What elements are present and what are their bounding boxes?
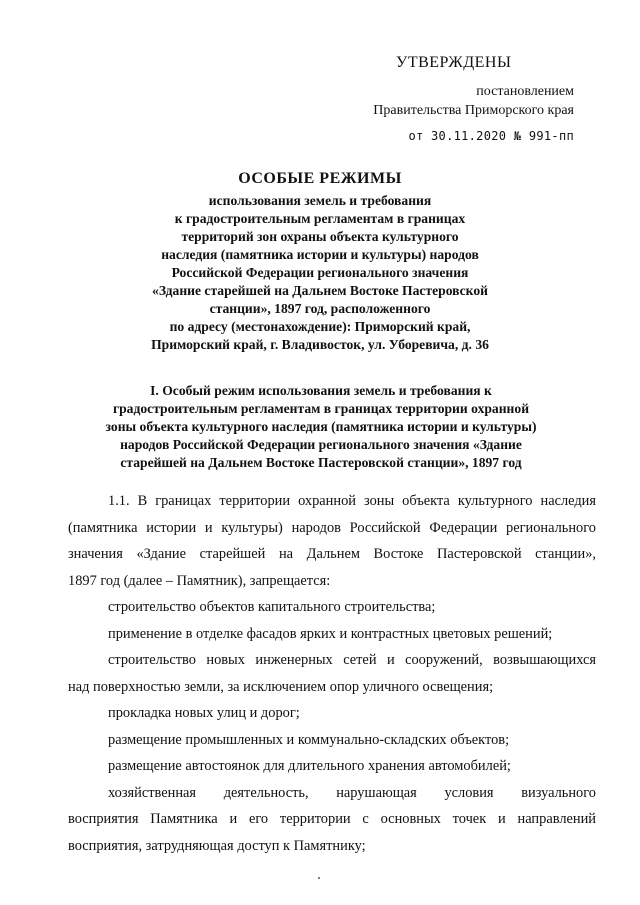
paragraph-line: значения «Здание старейшей на Дальнем Востоке Пастеровской станции»,	[68, 546, 596, 562]
document-title	[150, 170, 490, 354]
section-heading-line: старейшей на Дальнем Востоке Пастеровской станции», 1897 год	[120, 455, 522, 470]
section-heading-line: народов Российской Федерации регионального значения «Здание	[120, 437, 522, 452]
title-line: «Здание старейшей на Дальнем Востоке Пастеровской	[152, 283, 488, 298]
title-line: Российской Федерации регионального значения	[171, 265, 469, 280]
approval-block	[314, 54, 574, 146]
list-item: прокладка новых улиц и дорог;	[108, 705, 300, 721]
title-line: к градостроительным регламентам в границах	[174, 211, 466, 226]
scan-speck	[318, 877, 320, 879]
approval-resolution: постановлением	[476, 84, 574, 99]
title-line: территорий зон охраны объекта культурного	[181, 229, 459, 244]
title-line: Приморский край, г. Владивосток, ул. Уборевича, д. 36	[151, 337, 489, 352]
list-item: размещение автостоянок для длительного хранения автомобилей;	[108, 758, 511, 774]
body-text	[68, 488, 596, 859]
list-item: хозяйственная деятельность, нарушающая условия визуального	[108, 784, 596, 801]
list-item: применение в отделке фасадов ярких и контрастных цветовых решений;	[108, 625, 553, 642]
title-line: наследия (памятника истории и культуры) народов	[161, 247, 479, 262]
list-item-continuation: восприятия, затрудняющая доступ к Памятнику;	[68, 837, 366, 854]
section-heading	[86, 382, 556, 472]
title-line: по адресу (местонахождение): Приморский край,	[169, 319, 471, 334]
list-item: строительство новых инженерных сетей и сооружений, возвышающихся	[108, 652, 596, 668]
title-main: ОСОБЫЕ РЕЖИМЫ	[238, 170, 402, 187]
approval-date-number: от 30.11.2020 № 991-пп	[408, 129, 574, 143]
list-item: размещение промышленных и коммунально-складских объектов;	[108, 731, 510, 748]
section-heading-line: I. Особый режим использования земель и требования к	[150, 383, 492, 398]
title-line: использования земель и требования	[208, 193, 432, 208]
list-item: строительство объектов капитального строительства;	[108, 599, 436, 615]
paragraph-line: 1.1. В границах территории охранной зоны объекта культурного наследия	[108, 493, 596, 509]
section-heading-line: градостроительным регламентам в границах территории охранной	[112, 401, 530, 416]
title-line: станции», 1897 год, расположенного	[209, 301, 431, 316]
approval-authority: Правительства Приморского края	[373, 103, 574, 118]
list-item-continuation: над поверхностью земли, за исключением опор уличного освещения;	[68, 678, 494, 695]
paragraph-line: 1897 год (далее – Памятник), запрещается:	[68, 572, 331, 589]
list-item-continuation: восприятия Памятника и его территории с основных точек и направлений	[68, 811, 596, 827]
paragraph-line: (памятника истории и культуры) народов Российской Федерации регионального	[68, 519, 596, 536]
section-heading-line: зоны объекта культурного наследия (памятника истории и культуры)	[105, 419, 537, 434]
approval-heading: УТВЕРЖДЕНЫ	[396, 54, 512, 71]
